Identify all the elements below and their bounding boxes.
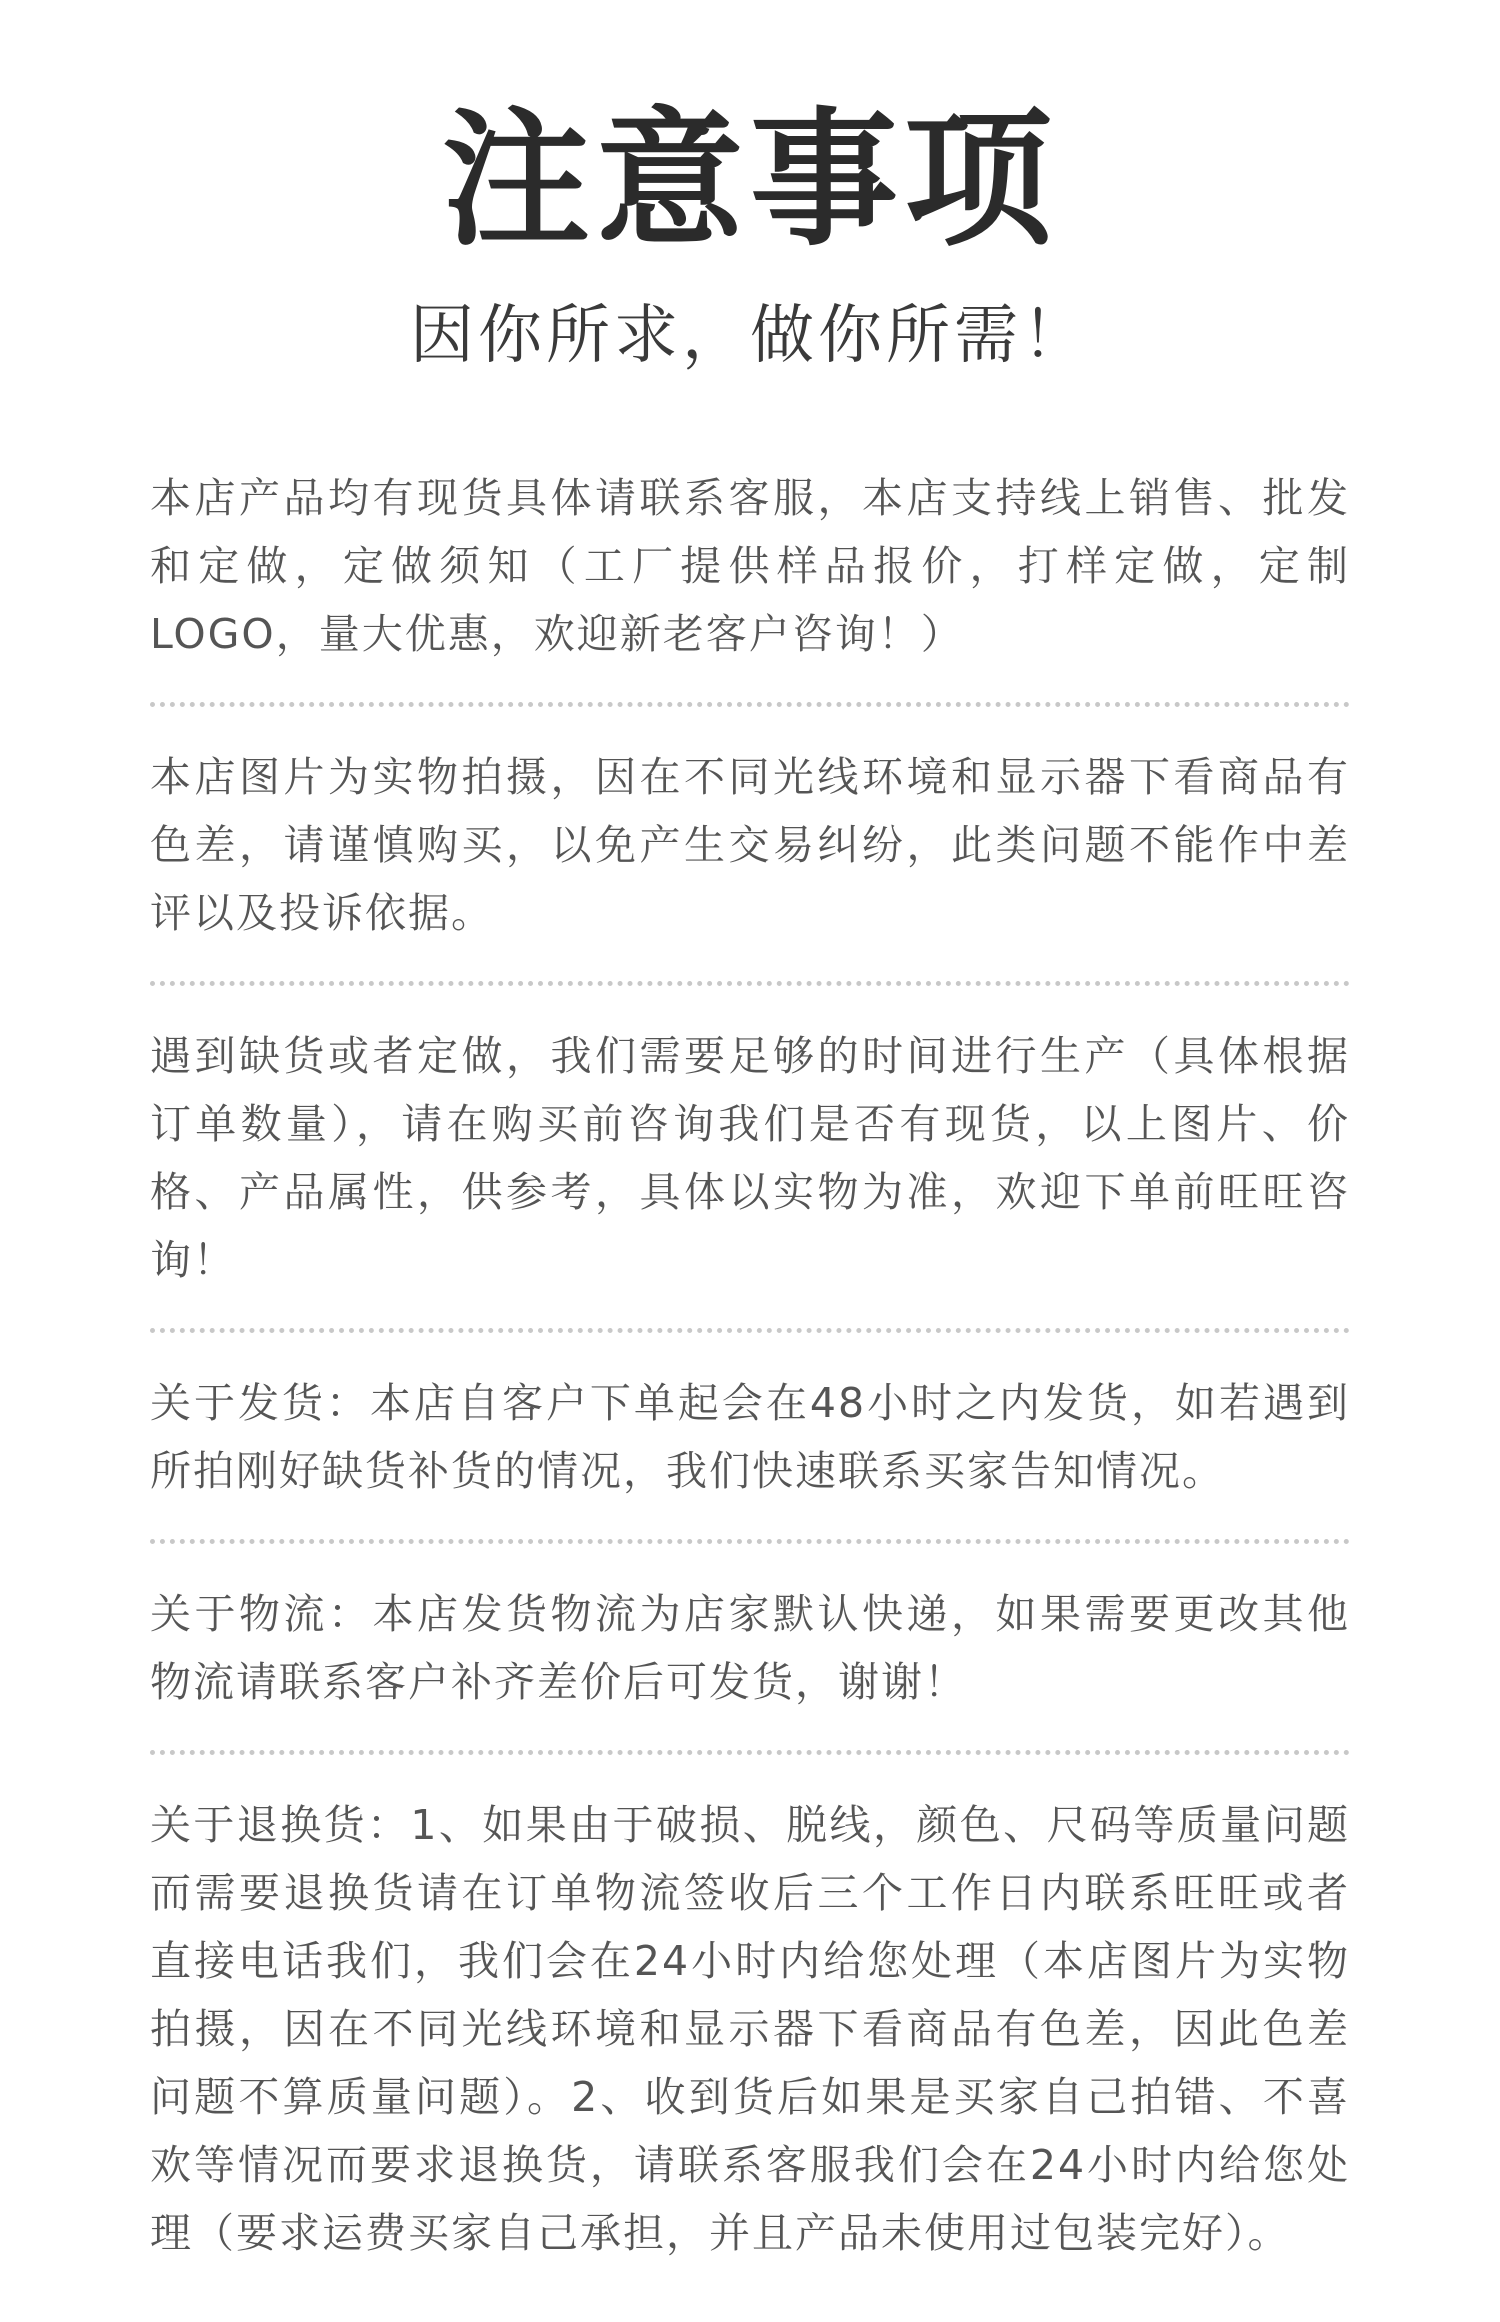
page-subtitle: 因你所求，做你所需！ <box>410 299 1090 373</box>
note-stock-and-customization: 本店产品均有现货具体请联系客服，本店支持线上销售、批发和定做，定做须知（工厂提供样品报价，打样定做，定制LOGO，量大优惠，欢迎新老客户咨询！） <box>150 474 1350 658</box>
dotted-divider <box>150 1539 1350 1544</box>
dotted-divider <box>150 981 1350 986</box>
dotted-divider <box>150 1750 1350 1755</box>
note-color-difference: 本店图片为实物拍摄，因在不同光线环境和显示器下看商品有色差，请谨慎购买，以免产生交易纠纷，此类问题不能作中差评以及投诉依据。 <box>150 753 1350 937</box>
note-shipping: 关于发货：本店自客户下单起会在48小时之内发货，如若遇到所拍刚好缺货补货的情况，我们快速联系买家告知情况。 <box>150 1379 1350 1495</box>
note-out-of-stock: 遇到缺货或者定做，我们需要足够的时间进行生产（具体根据订单数量），请在购买前咨询我们是否有现货，以上图片、价格、产品属性，供参考，具体以实物为准，欢迎下单前旺旺咨询！ <box>150 1032 1350 1284</box>
page-title: 注意事项 <box>442 94 1058 266</box>
note-returns-exchanges: 关于退换货：1、如果由于破损、脱线，颜色、尺码等质量问题而需要退换货请在订单物流签收后三个工作日内联系旺旺或者直接电话我们，我们会在24小时内给您处理（本店图片为实物拍摄，因在不同光线环境和显示器下看商品有色差，因此色差问题不算质量问题）。2、收到货后如果是买家自己拍错、不喜欢等情况而要求退换货，请联系客服我们会在24小时内给您处理（要求运费买家自己承担，并且产品未使用过包装完好）。 <box>150 1801 1350 2257</box>
dotted-divider <box>150 1328 1350 1333</box>
dotted-divider <box>150 702 1350 707</box>
note-logistics: 关于物流：本店发货物流为店家默认快递，如果需要更改其他物流请联系客户补齐差价后可发货，谢谢！ <box>150 1590 1350 1706</box>
notes-list <box>150 464 1350 2267</box>
